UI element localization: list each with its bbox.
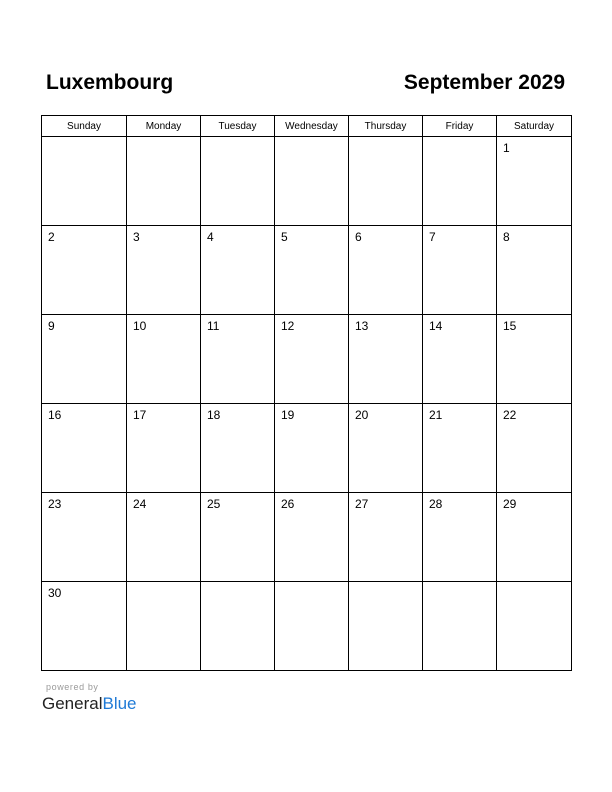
day-cell [201, 137, 275, 226]
day-cell [42, 582, 127, 671]
day-number: 5 [281, 230, 288, 244]
day-cell [127, 493, 201, 582]
day-number: 21 [429, 408, 443, 422]
calendar-grid [41, 115, 572, 671]
day-cell [497, 137, 572, 226]
week-row [42, 493, 572, 582]
day-cell [42, 226, 127, 315]
day-cell [497, 315, 572, 404]
day-cell [497, 404, 572, 493]
day-number: 24 [133, 497, 147, 511]
day-cell [349, 315, 423, 404]
day-number [349, 582, 422, 586]
day-cell [42, 493, 127, 582]
day-number [423, 582, 496, 586]
day-cell [349, 582, 423, 671]
day-number: 23 [48, 497, 62, 511]
day-number: 13 [355, 319, 369, 333]
day-number: 16 [48, 408, 62, 422]
day-cell [201, 226, 275, 315]
day-number [42, 137, 126, 141]
day-number: 4 [207, 230, 214, 244]
day-number: 25 [207, 497, 221, 511]
day-cell [42, 404, 127, 493]
month-year-title: September 2029 [403, 71, 565, 94]
day-number: 28 [429, 497, 443, 511]
generalblue-logo[interactable] [42, 694, 137, 714]
day-cell [423, 582, 497, 671]
day-number [275, 582, 348, 586]
day-number [201, 137, 274, 141]
weekday-tuesday: Tuesday [201, 116, 275, 137]
day-number: 6 [355, 230, 362, 244]
day-cell [349, 137, 423, 226]
day-number: 2 [48, 230, 55, 244]
day-cell [423, 404, 497, 493]
day-cell [349, 226, 423, 315]
day-number: 19 [281, 408, 295, 422]
weekday-thursday: Thursday [349, 116, 423, 137]
day-number: 20 [355, 408, 369, 422]
week-row [42, 226, 572, 315]
day-number: 11 [207, 319, 220, 333]
day-number: 15 [503, 319, 517, 333]
weekday-wednesday: Wednesday [275, 116, 349, 137]
powered-by-label: powered by [46, 682, 99, 692]
day-number: 8 [503, 230, 510, 244]
day-cell [423, 315, 497, 404]
brand-blue-text: Blue [102, 694, 137, 713]
week-row [42, 315, 572, 404]
day-number: 9 [48, 319, 55, 333]
day-number: 29 [503, 497, 517, 511]
day-cell [201, 582, 275, 671]
day-cell [127, 582, 201, 671]
day-cell [349, 404, 423, 493]
day-number: 17 [133, 408, 147, 422]
weekday-friday: Friday [423, 116, 497, 137]
weekday-saturday: Saturday [497, 116, 572, 137]
country-title: Luxembourg [46, 71, 174, 94]
week-row [42, 137, 572, 226]
day-number: 22 [503, 408, 517, 422]
day-number: 27 [355, 497, 369, 511]
day-cell [42, 137, 127, 226]
day-cell [349, 493, 423, 582]
day-cell [127, 137, 201, 226]
day-number [497, 582, 571, 586]
day-cell [201, 404, 275, 493]
day-number: 18 [207, 408, 221, 422]
day-cell [127, 226, 201, 315]
day-cell [201, 493, 275, 582]
day-number [201, 582, 274, 586]
day-number [423, 137, 496, 141]
day-cell [275, 582, 349, 671]
day-cell [275, 404, 349, 493]
day-cell [201, 315, 275, 404]
day-cell [423, 493, 497, 582]
weekday-header-row [42, 116, 572, 137]
day-cell [275, 137, 349, 226]
day-number [275, 137, 348, 141]
day-cell [275, 315, 349, 404]
day-number: 1 [503, 141, 510, 155]
day-cell [497, 582, 572, 671]
day-number: 3 [133, 230, 140, 244]
day-cell [275, 493, 349, 582]
day-number: 7 [429, 230, 436, 244]
week-row [42, 582, 572, 671]
day-cell [423, 137, 497, 226]
weekday-monday: Monday [127, 116, 201, 137]
day-number [349, 137, 422, 141]
brand-general-text: General [42, 694, 103, 713]
day-cell [497, 493, 572, 582]
day-cell [42, 315, 127, 404]
day-number: 30 [48, 586, 62, 600]
day-number [127, 582, 200, 586]
day-number: 10 [133, 319, 147, 333]
day-number: 14 [429, 319, 443, 333]
day-number: 12 [281, 319, 295, 333]
weekday-sunday: Sunday [42, 116, 127, 137]
day-number: 26 [281, 497, 295, 511]
day-cell [127, 315, 201, 404]
day-cell [275, 226, 349, 315]
day-cell [423, 226, 497, 315]
week-row [42, 404, 572, 493]
day-cell [127, 404, 201, 493]
day-cell [497, 226, 572, 315]
day-number [127, 137, 200, 141]
